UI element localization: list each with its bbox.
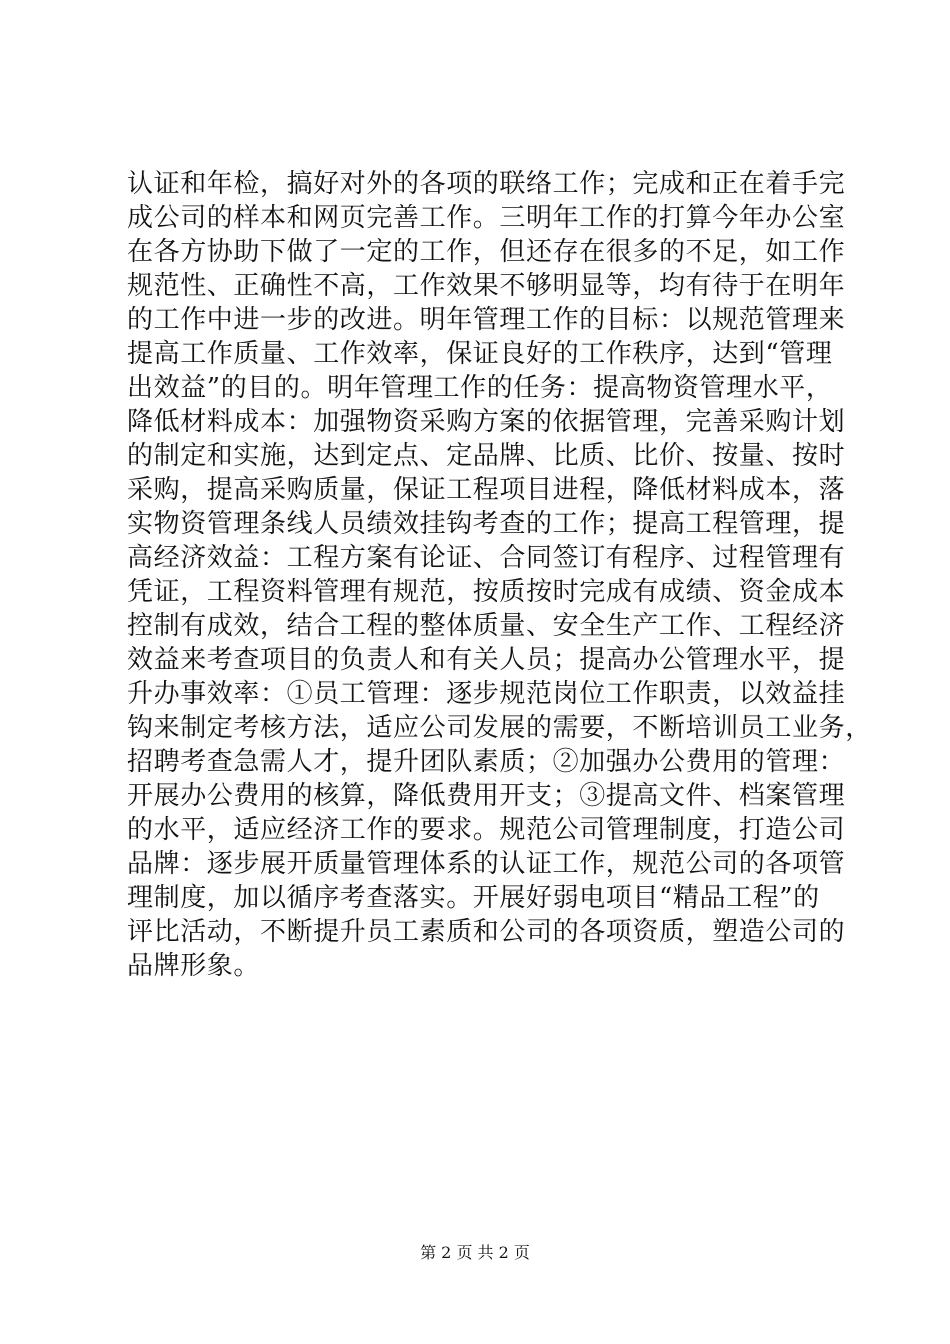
text-line: 采购，提高采购质量，保证工程项目进程，降低材料成本，落 bbox=[127, 475, 846, 505]
text-line: 在各方协助下做了一定的工作，但还存在很多的不足，如工作 bbox=[127, 237, 846, 267]
text-line: 钩来制定考核方法，适应公司发展的需要，不断培训员工业务， bbox=[127, 713, 872, 743]
text-line: 认证和年检，搞好对外的各项的联络工作；完成和正在着手完 bbox=[127, 169, 846, 199]
text-line: 的制定和实施，达到定点、定品牌、比质、比价、按量、按时 bbox=[127, 441, 846, 471]
text-line: 规范性、正确性不高，工作效果不够明显等，均有待于在明年 bbox=[127, 271, 846, 301]
body-paragraph bbox=[127, 167, 872, 983]
text-line: 凭证，工程资料管理有规范，按质按时完成有成绩、资金成本 bbox=[127, 577, 846, 607]
text-line: 升办事效率：①员工管理：逐步规范岗位工作职责，以效益挂 bbox=[127, 679, 846, 709]
text-line: 提高工作质量、工作效率，保证良好的工作秩序，达到“管理 bbox=[127, 339, 833, 369]
text-line: 出效益”的目的。明年管理工作的任务：提高物资管理水平， bbox=[127, 373, 833, 403]
text-line: 降低材料成本：加强物资采购方案的依据管理，完善采购计划 bbox=[127, 407, 846, 437]
text-line: 开展办公费用的核算，降低费用开支；③提高文件、档案管理 bbox=[127, 781, 846, 811]
text-line: 评比活动，不断提升员工素质和公司的各项资质，塑造公司的 bbox=[127, 917, 846, 947]
text-line: 效益来考查项目的负责人和有关人员；提高办公管理水平，提 bbox=[127, 645, 846, 675]
text-line: 品牌形象。 bbox=[127, 951, 261, 981]
text-line: 成公司的样本和网页完善工作。三明年工作的打算今年办公室 bbox=[127, 203, 846, 233]
text-line: 控制有成效，结合工程的整体质量、安全生产工作、工程经济 bbox=[127, 611, 846, 641]
text-line: 的工作中进一步的改进。明年管理工作的目标：以规范管理来 bbox=[127, 305, 846, 335]
text-line: 的水平，适应经济工作的要求。规范公司管理制度，打造公司 bbox=[127, 815, 846, 845]
text-line: 理制度，加以循序考查落实。开展好弱电项目“精品工程”的 bbox=[127, 883, 820, 913]
page-number-footer: 第 2 页 共 2 页 bbox=[420, 1243, 530, 1262]
text-line: 实物资管理条线人员绩效挂钩考查的工作；提高工程管理，提 bbox=[127, 509, 846, 539]
text-line: 高经济效益：工程方案有论证、合同签订有程序、过程管理有 bbox=[127, 543, 846, 573]
text-line: 品牌：逐步展开质量管理体系的认证工作，规范公司的各项管 bbox=[127, 849, 846, 879]
text-line: 招聘考查急需人才，提升团队素质；②加强办公费用的管理： bbox=[127, 747, 846, 777]
